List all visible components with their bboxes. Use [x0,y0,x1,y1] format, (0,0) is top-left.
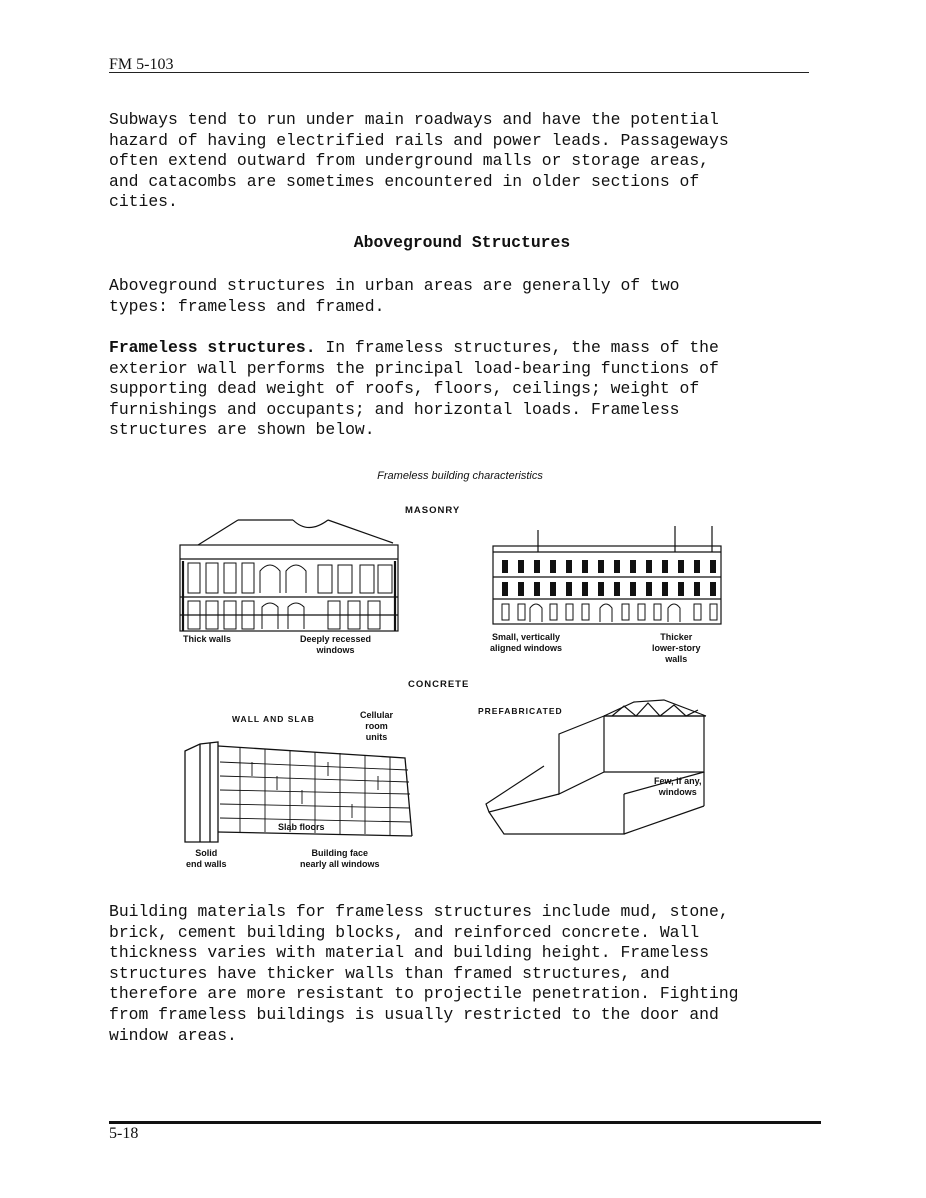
solid-end-walls-label: Solid end walls [186,848,227,869]
building-face-label: Building face nearly all windows [300,848,380,869]
thick-walls-label: Thick walls [183,634,232,644]
small-windows-label: Small, vertically aligned windows [490,632,563,653]
footer-rule [109,1121,821,1124]
header-rule [109,72,809,73]
prefabricated-building-illustration [484,694,716,844]
cellular-units-label: Cellular room units [360,710,394,742]
section-heading: Aboveground Structures [353,233,571,252]
figure-caption: Frameless building characteristics [377,470,543,482]
masonry-building-left-illustration [178,515,403,635]
masonry-building-right-illustration [490,522,725,627]
recessed-windows-label: Deeply recessed windows [300,634,372,655]
page-number: 5-18 [109,1125,139,1142]
frameless-body: In frameless structures, the mass of the exterior wall performs the principal load-bearing functions of supporting dead weight of roofs, floors, ceilings; weight of furnishings and occupants; and horizontal loads. Frameless structures are shown below. [109,338,719,440]
document-id: FM 5-103 [109,56,174,73]
frameless-lead: Frameless structures. [109,338,316,357]
frameless-paragraph [109,338,819,441]
thicker-walls-label: Thicker lower-story walls [652,632,701,664]
concrete-heading: CONCRETE [408,679,470,690]
prefabricated-heading: PREFABRICATED [478,706,563,716]
wall-slab-heading: WALL AND SLAB [232,714,315,724]
masonry-heading: MASONRY [405,505,461,516]
subways-paragraph: Subways tend to run under main roadways and have the potential hazard of having electrified rails and power leads. Passageways often extend outward from underground malls or storage areas, and catacombs are sometimes encountered in older sections of cities. [109,110,729,212]
materials-paragraph: Building materials for frameless structures include mud, stone, brick, cement building blocks, and reinforced concrete. Wall thickness varies with material and building height. Frameless structures have thicker walls than framed structures, and therefore are more resistant to projectile penetration. Fighting from frameless buildings is usually restricted to the door and window areas. [109,902,739,1045]
intro-paragraph: Aboveground structures in urban areas are generally of two types: frameless and framed. [109,276,680,316]
few-windows-label: Few, if any, windows [654,776,702,797]
slab-floors-label: Slab floors [278,822,325,832]
